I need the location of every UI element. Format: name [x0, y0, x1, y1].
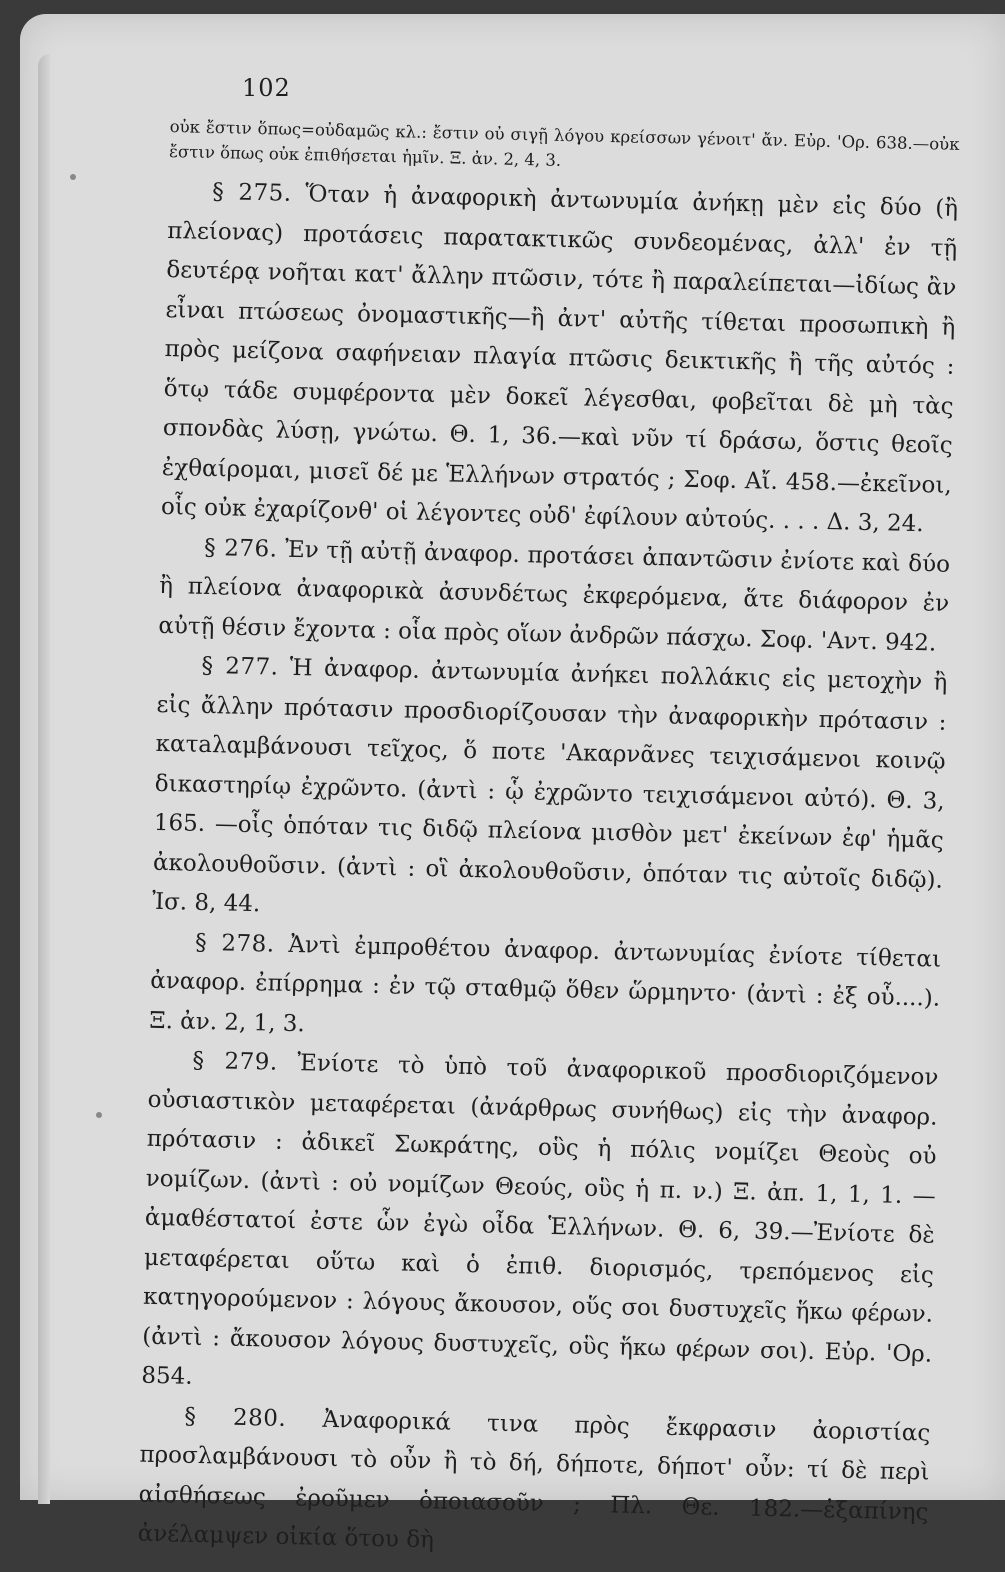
page-body [137, 114, 959, 1572]
paragraph-text: Ἀντὶ ἐμπροθέτου ἀναφορ. ἀντωνυμίας ἐνίοτε τίθεται ἀναφορ. ἐπίρρημα : ἐν τῷ σταθμῷ ὅθεν ὥρμηντο· (ἀντὶ : ἐξ οὗ....). Ξ. ἀν. 2, 1, 3. [149, 931, 942, 1037]
paragraph-text: Ἐν τῇ αὐτῇ ἀναφορ. προτάσει ἀπαντῶσιν ἐνίοτε καὶ δύο ἢ πλείονα ἀναφορικὰ ἀσυνδέτως ἐκφερόμενα, ἅτε διάφορον ἐν αὐτῇ θέσιν ἔχοντα : οἷα πρὸς οἵων ἀνδρῶν πάσχω. Σοφ. 'Αντ. 942. [158, 536, 951, 657]
paragraph-text: Ἐνίοτε τὸ ὑπὸ τοῦ ἀναφορικοῦ προσδιοριζόμενον οὐσιαστικὸν μεταφέρεται (ἀνάρθρως συνήθως) εἰς τὴν ἀναφορ. πρότασιν : ἀδικεῖ Σωκράτης, οὓς ἡ πόλις νομίζει Θεοὺς οὐ νομίζων. (ἀντὶ : οὐ νομίζων Θεούς, οὓς ἡ π. ν.) Ξ. ἀπ. 1, 1, 1. —ἀμαθέστατοί ἐστε ὧν ἐγὼ οἶδα Ἑλλήνων. Θ. 6, 39.—Ἐνίοτε δὲ μεταφέρεται οὕτω καὶ ὁ ἐπιθ. διορισμός, τρεπόμενος εἰς κατηγορούμενον : λόγους ἄκουσον, οὕς σοι δυστυχεῖς ἥκω φέρων. (ἀντὶ : ἄκουσον λόγους δυστυχεῖς, οὓς ἥκω φέρων σοι). Εὐρ. 'Ορ. 854. [141, 1050, 939, 1390]
section-number: § 278. [194, 929, 275, 958]
paragraph-276 [158, 527, 950, 663]
footnote: οὐκ ἔστιν ὅπως=οὐδαμῶς κλ.: ἔστιν οὐ σιγῇ λόγου κρείσσων γένοιτ' ἄν. Εὐρ. 'Ορ. 638.—οὐκ ἔστιν ὅπως οὐκ ἐπιθήσεται ἡμῖν. Ξ. ἀν. 2, 4, 3. [168, 116, 960, 170]
page-number: 102 [242, 74, 291, 102]
paragraph-text: Ἡ ἀναφορ. ἀντωνυμία ἀνήκει πολλάκις εἰς μετοχὴν ἢ εἰς ἄλλην πρότασιν προσδιορίζουσαν τὴν ἀναφορικὴν πρότασιν : κατaλαμβάνουσι τεῖχος, ὅ ποτε 'Ακαρνᾶνες τειχισάμενοι κοινῷ δικαστηρίῳ ἐχρῶντο. (ἀντὶ : ᾧ ἐχρῶντο τειχισάμενοι αὐτό). Θ. 3, 165. —οἷς ὁπόταν τις διδῷ πλείονα μισθὸν μετ' ἐκείνων ἐφ' ἡμᾶς ἀκολουθοῦσιν. (ἀντὶ : οἳ ἀκολουθοῦσιν, ὁπόταν τις αὐτοῖς διδῷ). Ἰσ. 8, 44. [151, 654, 948, 918]
speck-mark [70, 174, 76, 180]
paragraph-280 [137, 1396, 930, 1572]
section-number: § 275. [211, 178, 292, 207]
section-number: § 280. [184, 1403, 287, 1432]
section-number: § 279. [192, 1047, 279, 1076]
paragraph-275 [161, 172, 959, 545]
section-number: § 277. [201, 652, 279, 681]
section-number: § 276. [203, 534, 278, 563]
paragraph-278 [149, 922, 941, 1058]
paragraph-279 [141, 1041, 939, 1414]
page-edge [38, 54, 50, 1504]
speck-mark [96, 1112, 102, 1118]
paragraph-text: Ὅταν ἡ ἀναφορικὴ ἀντωνυμία ἀνήκῃ μὲν εἰς δύο (ἢ πλείονας) προτάσεις παρατακτικῶς συνδεομένας, ἀλλ' ἐν τῇ δευτέρᾳ νοῆται κατ' ἄλλην πτῶσιν, τότε ἢ παραλείπεται—ἰδίως ἂν εἶναι πτώσεως ὀνομαστικῆς—ἢ ἀντ' αὐτῆς τίθεται προσωπικὴ ἢ πρὸς μείζονα σαφήνειαν πλαγία πτῶσις δεικτικῆς ἢ τῆς αὐτός : ὅτῳ τάδε συμφέροντα μὲν δοκεῖ λέγεσθαι, φοβεῖται δὲ μὴ τὰς σπονδὰς λύσῃ, γνώτω. Θ. 1, 36.—καὶ νῦν τί δράσω, ὅστις θεοῖς ἐχθαίρομαι, μισεῖ δέ με Ἑλλήνων στρατός ; Σοφ. Αἴ. 458.—ἐκεῖνοι, οἷς οὐκ ἐχαρίζονθ' οἱ λέγοντες οὐδ' ἐφίλουν αὐτούς. . . . Δ. 3, 24. [160, 181, 959, 538]
paragraph-277 [152, 646, 948, 940]
paragraph-text: Ἀναφορικά τινα πρὸς ἔκφρασιν ἀοριστίας προσλαμβάνουσι τὸ οὖν ἢ τὸ δή, δήποτε, δήποτ' οὖν: τί δὲ περὶ αἰσθήσεως ἐροῦμεν ὁποιασοῦν ; Πλ. Θε. 182.—ἐξαπίνης ἀνέλαμψεν οἰκία ὅτου δὴ [137, 1406, 931, 1554]
book-page [20, 14, 1005, 1554]
